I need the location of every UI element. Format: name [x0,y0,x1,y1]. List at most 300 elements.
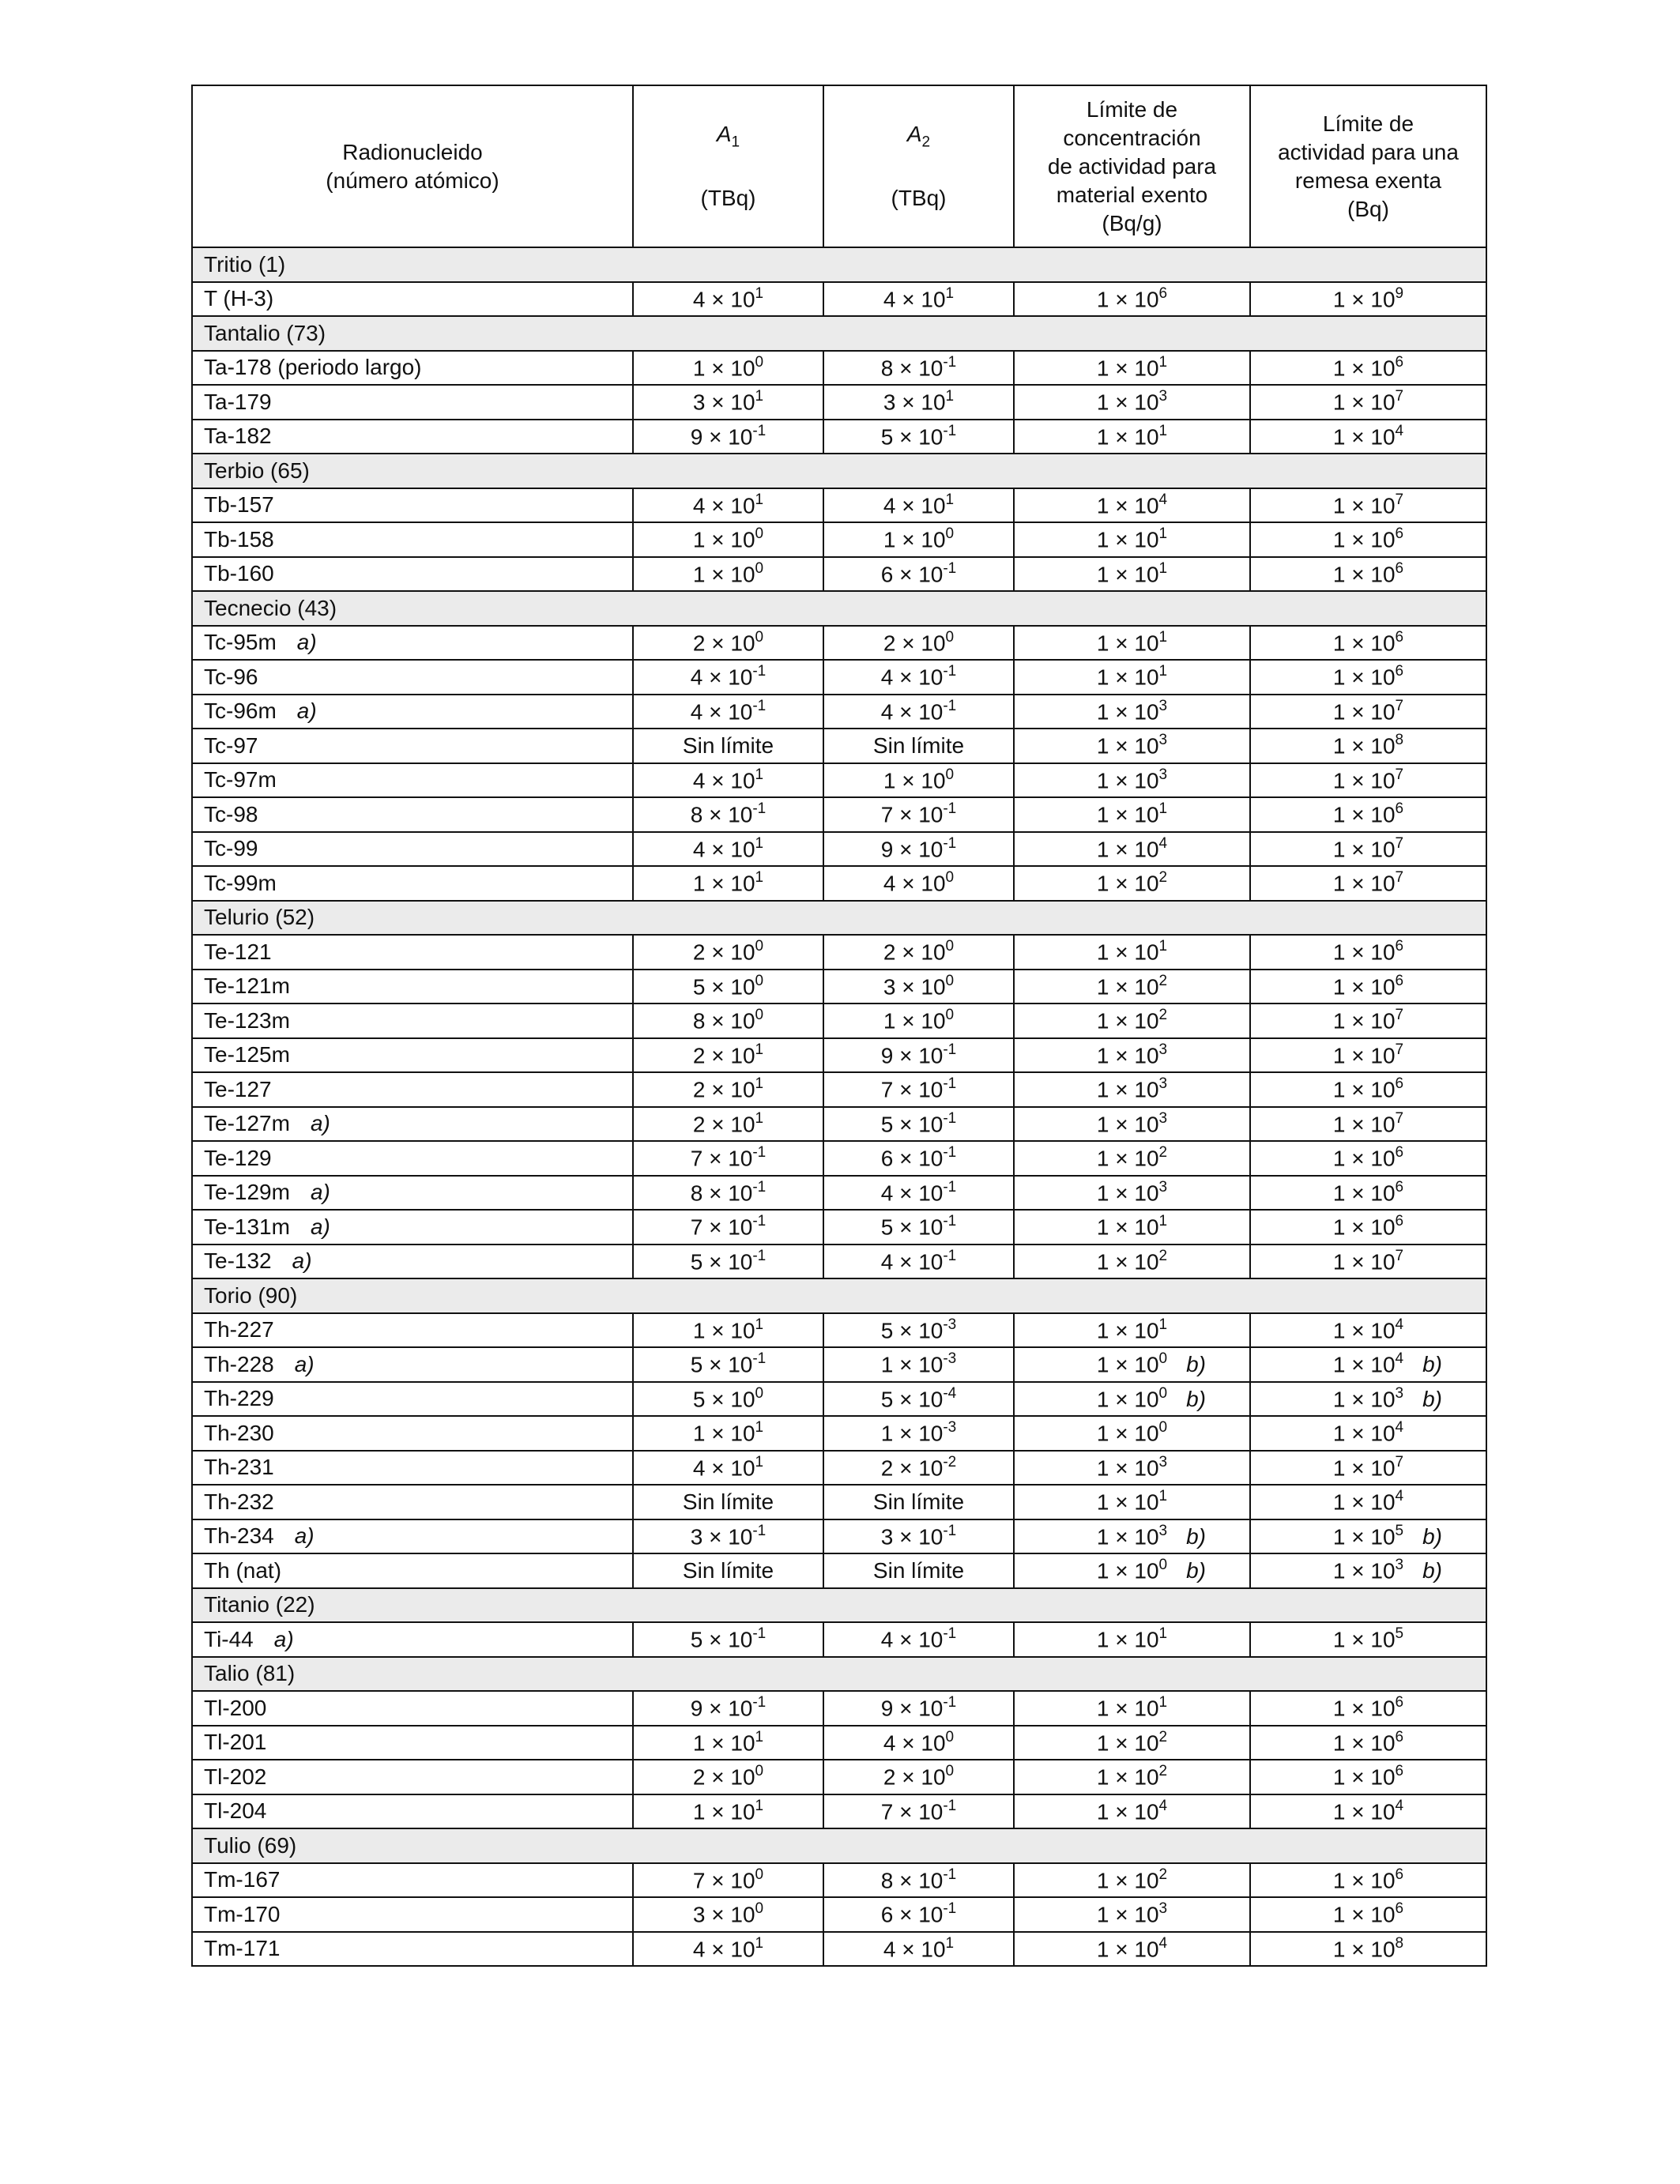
a2-value [823,1245,1014,1279]
nuclide-label: Tl-204 [204,1798,267,1824]
value-exponent: -1 [943,1866,957,1883]
footnote-marker: a) [310,1180,330,1205]
value-exponent: 1 [755,284,764,302]
value-exponent: 6 [1395,1144,1404,1162]
table-row [192,1210,1486,1245]
value-mantissa: 3 × 10 [883,973,946,999]
table-row [192,385,1486,420]
activity-limit-value [1250,1176,1486,1211]
concentration-limit-value [1014,1210,1250,1245]
value-exponent: -1 [943,1900,957,1918]
table-row [192,1897,1486,1932]
a2-value [823,1932,1014,1967]
concentration-limit-value [1014,660,1250,695]
nuclide-name [192,1897,633,1932]
value-exponent: 2 [1158,869,1168,887]
value-mantissa: 1 × 10 [1096,561,1159,586]
value-mantissa: 1 × 10 [1332,1386,1396,1411]
nuclide-label: Th-227 [204,1317,274,1342]
a1-value [633,1897,823,1932]
value-mantissa: 1 × 10 [1096,424,1159,449]
value-mantissa: 1 × 10 [1332,1558,1396,1583]
value-exponent: 0 [1158,1384,1168,1402]
value-exponent: -4 [943,1384,957,1402]
activity-limit-value [1250,1107,1486,1142]
nuclide-name [192,1932,633,1967]
concentration-limit-value: $1 \times 10^0$ b) [1014,1347,1250,1382]
value-exponent: -1 [943,834,957,852]
value-mantissa: 6 × 10 [880,1902,944,1927]
footnote-marker: a) [310,1214,330,1239]
a1-value [633,351,823,386]
value-exponent: 1 [755,1453,764,1470]
value-mantissa: 1 × 10 [1332,1317,1396,1342]
a1-value [633,488,823,523]
value-mantissa: 1 × 10 [1332,665,1396,690]
value-exponent: -1 [943,1178,957,1196]
concentration-limit-value [1014,1932,1250,1967]
value-exponent: 1 [755,834,764,852]
value-mantissa: 1 × 10 [1096,1798,1159,1824]
value-mantissa: 4 × 10 [880,1627,944,1652]
concentration-limit-value [1014,695,1250,729]
value-exponent: 0 [755,628,764,646]
table-row [192,1485,1486,1519]
value-exponent: 4 [1395,422,1404,439]
concentration-limit-value [1014,763,1250,798]
value-exponent: -1 [943,1694,957,1711]
nuclide-name [192,488,633,523]
value-exponent: 3 [1158,1453,1168,1470]
value-exponent: 7 [1395,388,1404,405]
value-mantissa: 1 × 10 [1096,767,1159,793]
table-row [192,1245,1486,1279]
value-exponent: 6 [1395,353,1404,371]
nuclide-label: Tc-96 [204,664,258,689]
value-mantissa: 1 × 10 [1096,1352,1159,1377]
nuclide-name [192,1760,633,1794]
value-exponent: -3 [943,1316,957,1333]
header-activity-line3: remesa exenta [1294,168,1442,193]
value-exponent: 7 [1395,1041,1404,1058]
value-mantissa: 1 × 10 [1332,1455,1396,1480]
footnote-marker: a) [273,1626,294,1651]
header-concentration-line2: concentración [1063,125,1201,150]
value-mantissa: 1 × 10 [1096,733,1159,759]
value-mantissa: 1 × 10 [692,1798,755,1824]
value-mantissa: 4 × 10 [883,1936,946,1961]
nuclide-label: Te-131m [204,1214,290,1239]
header-row [192,85,1486,247]
value-exponent: 6 [1395,1763,1404,1780]
value-mantissa: 1 × 10 [1332,1180,1396,1205]
table-row [192,420,1486,454]
value-exponent: -1 [752,1522,767,1539]
value-mantissa: 1 × 10 [1096,1455,1159,1480]
value-mantissa: 5 × 10 [880,1111,944,1136]
value-mantissa: 2 × 10 [692,939,755,965]
header-activity-limit [1250,85,1486,247]
value-exponent: -1 [752,800,767,818]
a2-value [823,1897,1014,1932]
group-name: Terbio (65) [192,454,1486,488]
value-mantissa: 1 × 10 [1096,1042,1159,1068]
a2-value [823,282,1014,317]
header-a1-symbol: $A_1$ [716,122,740,151]
a1-value [633,1932,823,1967]
value-exponent: -1 [943,1109,957,1127]
activity-limit-value [1250,1313,1486,1348]
value-mantissa: 4 × 10 [692,836,755,861]
activity-limit-value [1250,1794,1486,1829]
value-exponent: 0 [945,869,955,887]
value-mantissa: 1 × 10 [1332,1902,1396,1927]
nuclide-name [192,1347,633,1382]
activity-limit-value [1250,1451,1486,1485]
value-mantissa: 1 × 10 [1332,527,1396,552]
value-mantissa: 4 × 10 [880,665,944,690]
a2-value [823,1794,1014,1829]
nuclide-label: Tc-99 [204,836,258,861]
concentration-limit-value [1014,729,1250,763]
value-exponent: -1 [943,1041,957,1058]
value-mantissa: 1 × 10 [1332,1696,1396,1721]
value-mantissa: 5 × 10 [690,1627,753,1652]
value-mantissa: 1 × 10 [1332,424,1396,449]
value-mantissa: 4 × 10 [883,1730,946,1755]
value-mantissa: 1 × 10 [1096,1627,1159,1652]
value-mantissa: 4 × 10 [692,767,755,793]
value-exponent: 7 [1395,1453,1404,1470]
value-mantissa: 1 × 10 [1096,1111,1159,1136]
a1-value [633,1416,823,1451]
value-mantissa: 1 × 10 [1332,1421,1396,1446]
header-a2 [823,85,1014,247]
a2-value [823,1451,1014,1485]
value-mantissa: 1 × 10 [1332,1111,1396,1136]
activity-limit-value [1250,763,1486,798]
a2-value [823,695,1014,729]
table-row [192,522,1486,557]
value-mantissa: 8 × 10 [690,1180,753,1205]
a2-value [823,1347,1014,1382]
header-concentration-line4: material exento [1056,182,1208,207]
value-exponent: 8 [1395,732,1404,749]
nuclide-label: Th-228 [204,1351,274,1376]
nuclide-label: Tc-97 [204,732,258,758]
value-mantissa: 1 × 10 [1096,665,1159,690]
value-mantissa: 1 × 10 [1096,527,1159,552]
concentration-limit-value [1014,420,1250,454]
a2-value [823,1141,1014,1176]
nuclide-name [192,1245,633,1279]
a2-value [823,1416,1014,1451]
value-exponent: 2 [1158,1247,1168,1264]
value-exponent: 2 [1158,1007,1168,1024]
value-exponent: 4 [1395,1419,1404,1437]
value-mantissa: 2 × 10 [692,1764,755,1790]
a2-value [823,420,1014,454]
nuclide-label: Th-229 [204,1386,274,1411]
value-exponent: 4 [1158,491,1168,508]
value-mantissa: 2 × 10 [692,630,755,655]
value-exponent: 0 [1158,1557,1168,1574]
value-mantissa: 9 × 10 [880,1042,944,1068]
value-exponent: 0 [755,1866,764,1883]
value-exponent: 1 [1158,1213,1168,1230]
value-exponent: 7 [1395,766,1404,783]
value-mantissa: 1 × 10 [1332,1248,1396,1274]
nuclide-name [192,1107,633,1142]
group-name: Torio (90) [192,1278,1486,1313]
value-exponent: -3 [943,1419,957,1437]
activity-limit-value [1250,1622,1486,1657]
value-mantissa: 5 × 10 [692,1386,755,1411]
a1-value [633,420,823,454]
value-mantissa: 1 × 10 [692,1421,755,1446]
table-row [192,1313,1486,1348]
header-a2-symbol: $A_2$ [906,122,931,151]
activity-limit-value [1250,1932,1486,1967]
value-mantissa: 1 × 10 [1096,355,1159,380]
nuclide-name [192,1004,633,1038]
activity-limit-value [1250,1416,1486,1451]
value-exponent: 0 [945,972,955,989]
nuclide-name [192,1726,633,1760]
value-exponent: 1 [755,1797,764,1814]
concentration-limit-value [1014,866,1250,901]
value-exponent: -1 [943,1247,957,1264]
a1-value [633,1141,823,1176]
value-exponent: 1 [1158,353,1168,371]
a2-value [823,1107,1014,1142]
header-radionuclide-line1: Radionucleido [342,139,483,164]
group-name: Tritio (1) [192,247,1486,282]
value-exponent: 0 [755,1384,764,1402]
value-mantissa: 2 × 10 [883,1764,946,1790]
value-mantissa: 4 × 10 [692,1936,755,1961]
group-row [192,1588,1486,1623]
value-mantissa: 4 × 10 [880,1180,944,1205]
value-mantissa: 2 × 10 [692,1111,755,1136]
value-exponent: 6 [1395,525,1404,543]
value-exponent: -1 [943,1144,957,1162]
table-row [192,1553,1486,1588]
value-mantissa: 1 × 10 [1332,1627,1396,1652]
value-mantissa: 1 × 10 [1332,286,1396,311]
nuclide-name [192,1451,633,1485]
value-exponent: 6 [1395,1866,1404,1883]
value-mantissa: 1 × 10 [1332,390,1396,415]
concentration-limit-value [1014,522,1250,557]
a2-value [823,763,1014,798]
value-mantissa: 4 × 10 [883,286,946,311]
value-mantissa: 1 × 10 [692,527,755,552]
table-row [192,1382,1486,1417]
value-mantissa: 8 × 10 [880,355,944,380]
nuclide-label: Tl-201 [204,1730,267,1755]
table-row [192,1519,1486,1554]
value-mantissa: 1 × 10 [883,527,946,552]
value-exponent: -1 [943,1213,957,1230]
value-mantissa: 1 × 10 [1096,836,1159,861]
value-mantissa: 2 × 10 [883,939,946,965]
a2-value [823,1691,1014,1726]
value-exponent: 0 [945,525,955,543]
concentration-limit-value: $1 \times 10^3$ b) [1014,1519,1250,1554]
nuclide-name [192,1416,633,1451]
table-row [192,1760,1486,1794]
nuclide-label: Th (nat) [204,1557,282,1583]
value-mantissa: 1 × 10 [1096,630,1159,655]
value-exponent: 1 [755,1419,764,1437]
a2-value [823,1519,1014,1554]
value-exponent: -1 [752,697,767,714]
value-exponent: -1 [752,1350,767,1368]
table-row [192,729,1486,763]
header-activity-line1: Límite de [1322,111,1414,136]
concentration-limit-value [1014,1107,1250,1142]
activity-limit-value [1250,282,1486,317]
value-mantissa: 1 × 10 [1332,836,1396,861]
a2-value [823,626,1014,661]
nuclide-label: Te-129 [204,1145,272,1170]
nuclide-name [192,282,633,317]
value-mantissa: 4 × 10 [883,871,946,896]
value-exponent: -1 [943,559,957,577]
a2-value [823,1382,1014,1417]
group-row [192,454,1486,488]
concentration-limit-value [1014,1141,1250,1176]
value-exponent: 1 [1158,663,1168,680]
concentration-limit-value [1014,797,1250,832]
header-concentration-line5: (Bq/g) [1102,210,1162,235]
value-mantissa: 1 × 10 [1332,1042,1396,1068]
nuclide-label: Tc-97m [204,767,277,793]
value-mantissa: 7 × 10 [692,1867,755,1892]
value-mantissa: 7 × 10 [690,1214,753,1240]
nuclide-name [192,1176,633,1211]
nuclide-name [192,1553,633,1588]
a1-value: Sin límite [633,729,823,763]
activity-limit-value [1250,797,1486,832]
a2-value [823,1004,1014,1038]
activity-limit-value [1250,1691,1486,1726]
activity-limit-value [1250,695,1486,729]
a1-value [633,1726,823,1760]
value-exponent: 3 [1158,1041,1168,1058]
value-exponent: 4 [1158,834,1168,852]
value-mantissa: 1 × 10 [692,355,755,380]
value-exponent: 1 [755,1075,764,1093]
table-row [192,1691,1486,1726]
value-exponent: 6 [1395,628,1404,646]
value-exponent: 6 [1395,1178,1404,1196]
value-exponent: 1 [1158,628,1168,646]
concentration-limit-value [1014,488,1250,523]
value-exponent: 4 [1395,1350,1404,1368]
value-exponent: 6 [1395,1728,1404,1745]
header-a1 [633,85,823,247]
nuclide-label: Tl-200 [204,1695,267,1720]
activity-limit-value [1250,557,1486,592]
value-mantissa: 1 × 10 [880,1352,944,1377]
a2-value [823,1726,1014,1760]
activity-limit-value [1250,626,1486,661]
activity-limit-value [1250,1245,1486,1279]
nuclide-name [192,557,633,592]
nuclide-label: Te-123m [204,1007,290,1033]
concentration-limit-value [1014,1863,1250,1898]
value-exponent: 7 [1395,1007,1404,1024]
value-exponent: 2 [1158,1763,1168,1780]
table-row [192,557,1486,592]
activity-limit-value [1250,832,1486,867]
activity-limit-value [1250,1038,1486,1073]
value-mantissa: 1 × 10 [1096,1008,1159,1034]
value-mantissa: 1 × 10 [1332,699,1396,724]
value-exponent: 1 [755,388,764,405]
footnote-marker: a) [296,699,317,724]
a1-value [633,1313,823,1348]
a1-value [633,1863,823,1898]
value-mantissa: 1 × 10 [1096,1180,1159,1205]
concentration-limit-value [1014,1072,1250,1107]
group-name: Tantalio (73) [192,316,1486,351]
header-a1-unit: (TBq) [700,185,756,210]
value-mantissa: 1 × 10 [1332,733,1396,759]
a1-value [633,1347,823,1382]
value-mantissa: 1 × 10 [883,767,946,793]
activity-limit-value [1250,1485,1486,1519]
value-mantissa: 5 × 10 [692,973,755,999]
a1-value [633,1622,823,1657]
value-mantissa: 4 × 10 [692,492,755,518]
a2-value [823,660,1014,695]
value-mantissa: 5 × 10 [690,1352,753,1377]
nuclide-label: Tm-167 [204,1867,281,1892]
value-exponent: 0 [1158,1350,1168,1368]
activity-limit-value [1250,1004,1486,1038]
a1-value [633,1382,823,1417]
activity-limit-value [1250,660,1486,695]
nuclide-label: Tm-171 [204,1936,281,1961]
value-exponent: 0 [755,972,764,989]
value-mantissa: 5 × 10 [880,1214,944,1240]
a2-value [823,1622,1014,1657]
value-mantissa: 1 × 10 [1096,1489,1159,1515]
value-exponent: 0 [755,938,764,955]
value-exponent: 2 [1158,972,1168,989]
nuclide-label: Tb-158 [204,526,274,552]
a1-value [633,1519,823,1554]
value-exponent: 1 [755,1934,764,1952]
value-exponent: 7 [1395,1109,1404,1127]
activity-limit-value: $1 \times 10^5$ b) [1250,1519,1486,1554]
group-name: Tulio (69) [192,1828,1486,1863]
nuclide-name [192,420,633,454]
activity-limit-value [1250,1897,1486,1932]
value-exponent: 0 [755,1900,764,1918]
value-mantissa: 8 × 10 [692,1008,755,1034]
nuclide-label: Th-230 [204,1420,274,1445]
value-exponent: -1 [752,1178,767,1196]
value-mantissa: 1 × 10 [692,1317,755,1342]
value-exponent: 1 [945,284,955,302]
value-exponent: 1 [755,1316,764,1333]
radionuclide-table [191,85,1487,1967]
value-mantissa: 4 × 10 [690,665,753,690]
